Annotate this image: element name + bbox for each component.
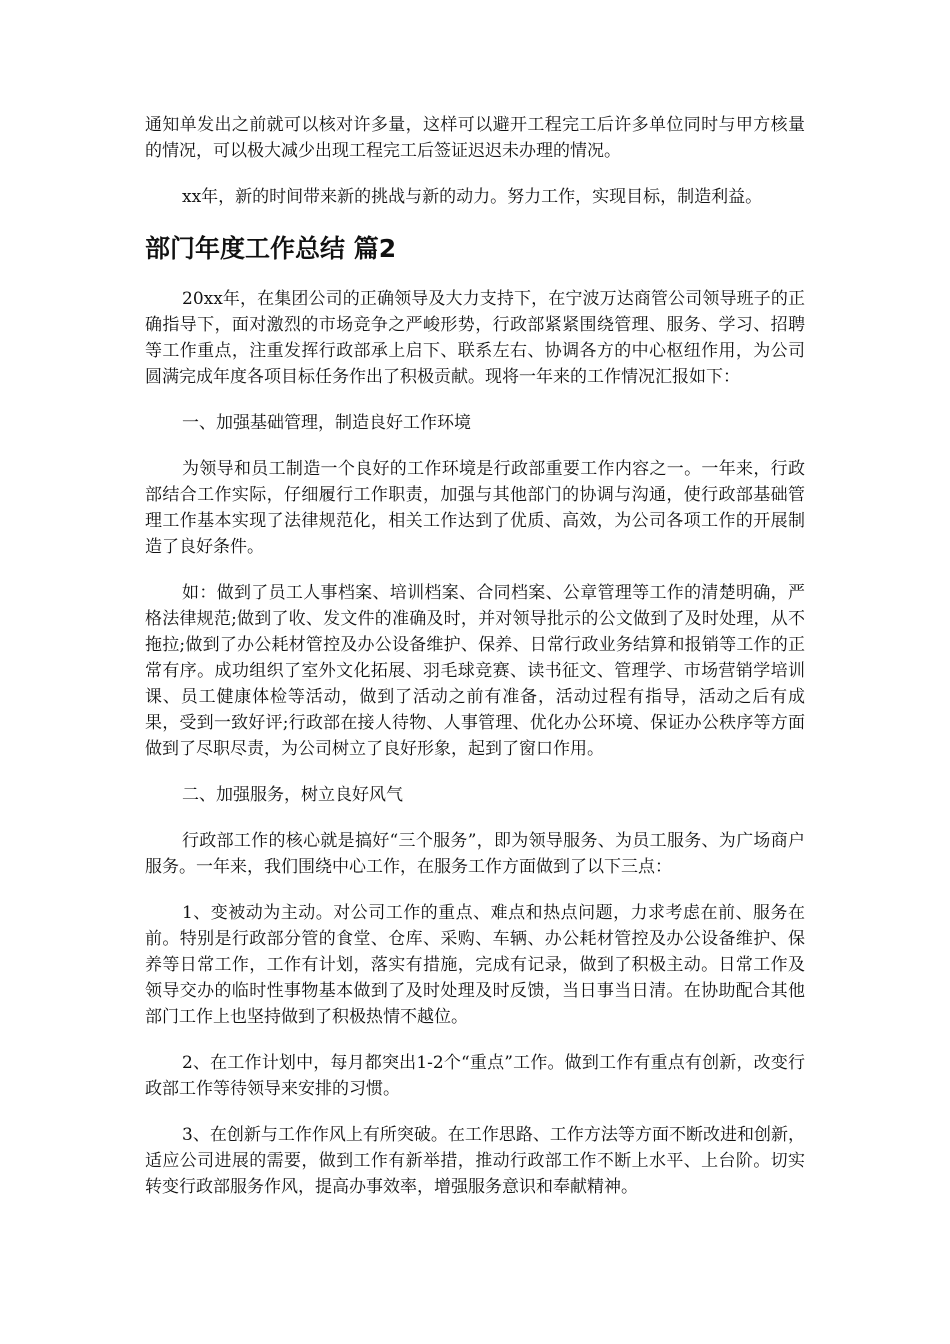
paragraph-point-3: 3、在创新与工作作风上有所突破。在工作思路、工作方法等方面不断改进和创新，适应公司进展的需要，做到工作有新举措，推动行政部工作不断上水平、上台阶。切实转变行政部服务作风，提高办事效率，增强服务意识和奉献精神。 bbox=[145, 1125, 805, 1197]
paragraph-examples: 如：做到了员工人事档案、培训档案、合同档案、公章管理等工作的清楚明确，严格法律规范;做到了收、发文件的准确及时，并对领导批示的公文做到了及时处理，从不拖拉;做到了办公耗材管控及办公设备维护、保养、日常行政业务结算和报销等工作的正常有序。成功组织了室外文化拓展、羽毛球竞赛、读书征文、管理学、市场营销学培训课、员工健康体检等活动，做到了活动之前有准备，活动过程有指导，活动之后有成果，受到一致好评;行政部在接人待物、人事管理、优化办公环境、保证办公秩序等方面做到了尽职尽责，为公司树立了良好形象，起到了窗口作用。 bbox=[145, 583, 805, 759]
subheading-basic-management: 一、加强基础管理，制造良好工作环境 bbox=[182, 413, 471, 433]
paragraph-continuation: 通知单发出之前就可以核对许多量，这样可以避开工程完工后许多单位同时与甲方核量的情况，可以极大减少出现工程完工后签证迟迟未办理的情况。 bbox=[145, 115, 805, 161]
paragraph-point-2: 2、在工作计划中，每月都突出1-2个“重点”工作。做到工作有重点有创新，改变行政部工作等待领导来安排的习惯。 bbox=[145, 1053, 805, 1099]
paragraph-point-1: 1、变被动为主动。对公司工作的重点、难点和热点问题，力求考虑在前、服务在前。特别是行政部分管的食堂、仓库、采购、车辆、办公耗材管控及办公设备维护、保养等日常工作，工作有计划，落实有措施，完成有记录，做到了积极主动。日常工作及领导交办的临时性事物基本做到了及时处理及时反馈，当日事当日清。在协助配合其他部门工作上也坚持做到了积极热情不越位。 bbox=[145, 903, 805, 1027]
paragraph-work-environment: 为领导和员工制造一个良好的工作环境是行政部重要工作内容之一。一年来，行政部结合工作实际，仔细履行工作职责，加强与其他部门的协调与沟通，使行政部基础管理工作基本实现了法律规范化，相关工作达到了优质、高效，为公司各项工作的开展制造了良好条件。 bbox=[145, 459, 805, 557]
subheading-service: 二、加强服务，树立良好风气 bbox=[182, 785, 403, 805]
paragraph-three-services: 行政部工作的核心就是搞好“三个服务”，即为领导服务、为员工服务、为广场商户服务。一年来，我们围绕中心工作，在服务工作方面做到了以下三点： bbox=[145, 831, 805, 877]
paragraph-intro: 20xx年，在集团公司的正确领导及大力支持下，在宁波万达商管公司领导班子的正确指导下，面对激烈的市场竞争之严峻形势，行政部紧紧围绕管理、服务、学习、招聘等工作重点，注重发挥行政部承上启下、联系左右、协调各方的中心枢纽作用，为公司圆满完成年度各项目标任务作出了积极贡献。现将一年来的工作情况汇报如下： bbox=[145, 289, 805, 387]
section-heading: 部门年度工作总结 篇2 bbox=[145, 234, 397, 263]
paragraph-xx-year: xx年，新的时间带来新的挑战与新的动力。努力工作，实现目标，制造利益。 bbox=[182, 187, 763, 207]
document-page bbox=[145, 112, 805, 1220]
